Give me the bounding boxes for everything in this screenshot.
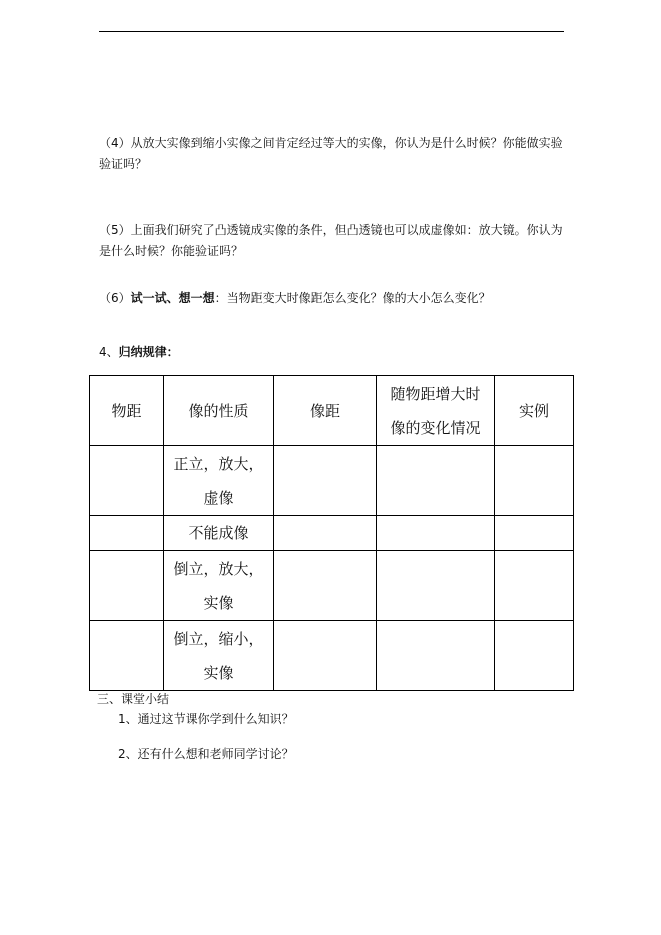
table-row: [90, 551, 574, 621]
cell-object-distance[interactable]: [90, 551, 164, 621]
summary-heading: 三、课堂小结: [97, 692, 170, 706]
summary-table: [89, 375, 574, 691]
cell-image-nature: [164, 621, 274, 691]
cell-image-change[interactable]: [377, 446, 495, 516]
header-image-change-line2: 像的变化情况: [390, 418, 481, 437]
cell-image-nature: [164, 446, 274, 516]
cell-example[interactable]: [495, 551, 574, 621]
nature-line: 虚像: [203, 488, 234, 507]
nature-line: 实像: [203, 663, 234, 682]
question-4: （4）从放大实像到缩小实像之间肯定经过等大的实像，你认为是什么时候？你能做实验验证吗？: [99, 136, 563, 171]
summary-item-2: 2、还有什么想和老师同学讨论？: [118, 747, 294, 761]
question-6-prefix: （6）: [99, 291, 131, 305]
section-4-heading: [99, 342, 565, 363]
table-header-row: [90, 376, 574, 446]
table-row: [90, 446, 574, 516]
cell-example[interactable]: [495, 621, 574, 691]
cell-image-nature: [164, 551, 274, 621]
cell-object-distance[interactable]: [90, 516, 164, 551]
nature-line: 倒立，放大，: [173, 559, 264, 578]
question-6-text: ：当物距变大时像距怎么变化？像的大小怎么变化？: [214, 291, 491, 305]
table-row: [90, 621, 574, 691]
header-image-change: [377, 376, 495, 446]
cell-image-distance[interactable]: [274, 621, 377, 691]
cell-object-distance[interactable]: [90, 446, 164, 516]
table-row: [90, 516, 574, 551]
cell-example[interactable]: [495, 446, 574, 516]
question-6: [99, 288, 565, 309]
section-4-number: 4、: [99, 345, 119, 359]
cell-example[interactable]: [495, 516, 574, 551]
cell-image-distance[interactable]: [274, 516, 377, 551]
cell-image-change[interactable]: [377, 621, 495, 691]
question-6-bold: 试一试、想一想: [130, 291, 215, 305]
cell-image-distance[interactable]: [274, 446, 377, 516]
cell-image-change[interactable]: [377, 516, 495, 551]
header-image-distance: 像距: [274, 376, 377, 446]
summary-item-1: 1、通过这节课你学到什么知识？: [118, 712, 294, 726]
header-rule: [99, 31, 564, 32]
nature-line: 倒立，缩小，: [173, 629, 264, 648]
nature-line: 正立，放大，: [173, 454, 264, 473]
header-example: 实例: [495, 376, 574, 446]
nature-line: 实像: [203, 593, 234, 612]
cell-image-change[interactable]: [377, 551, 495, 621]
question-5: （5）上面我们研究了凸透镜成实像的条件，但凸透镜也可以成虚像如：放大镜。你认为是什么时候？你能验证吗？: [99, 223, 563, 258]
cell-image-distance[interactable]: [274, 551, 377, 621]
header-object-distance: 物距: [90, 376, 164, 446]
header-image-nature: 像的性质: [164, 376, 274, 446]
cell-object-distance[interactable]: [90, 621, 164, 691]
cell-image-nature: 不能成像: [164, 516, 274, 551]
header-image-change-line1: 随物距增大时: [390, 384, 481, 403]
section-4-title: 归纳规律：: [118, 345, 179, 359]
